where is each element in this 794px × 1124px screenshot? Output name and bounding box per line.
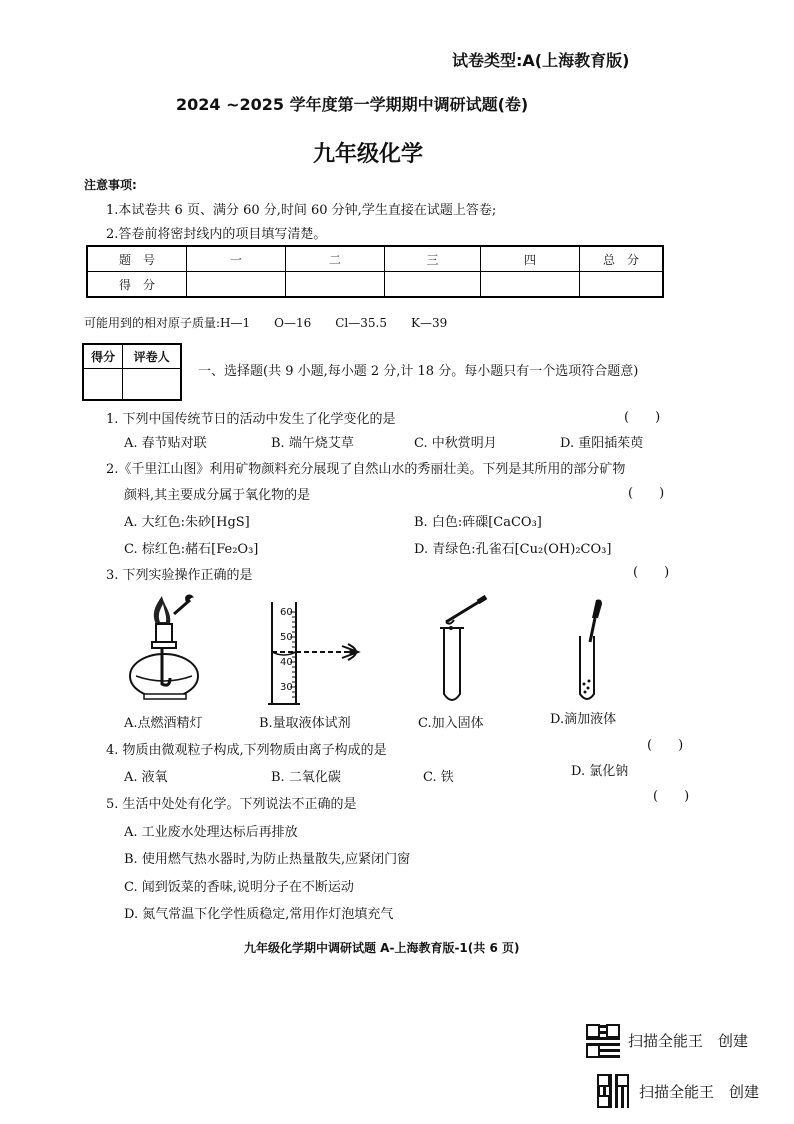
q3-answer-paren[interactable]: ( ) — [633, 565, 670, 580]
q2-option-c: C. 棕红色:赭石[Fe₂O₃] — [124, 542, 259, 557]
q4-option-d: D. 氯化钠 — [571, 764, 629, 779]
q1-option-d: D. 重阳插茱萸 — [560, 436, 644, 451]
q5-option-c: C. 闻到饭菜的香味,说明分子在不断运动 — [124, 880, 354, 895]
q5-option-a: A. 工业废水处理达标后再排放 — [124, 825, 298, 840]
q4-answer-paren[interactable]: ( ) — [647, 738, 684, 753]
q3-option-a: A.点燃酒精灯 — [124, 716, 203, 731]
q4-option-c: C. 铁 — [423, 770, 454, 785]
test-tube-solid-figure — [424, 594, 496, 710]
subject-title: 九年级化学 — [313, 142, 424, 167]
cylinder-tick-30: 30 — [280, 682, 293, 693]
q2-stem-line-1: 2.《千里江山图》利用矿物颜料充分展现了自然山水的秀丽壮美。下列是其所用的部分矿物 — [106, 462, 626, 477]
notice-item-2: 2.答卷前将密封线内的项目填写清楚。 — [106, 227, 327, 242]
section-1-title: 一、选择题(共 9 小题,每小题 2 分,计 18 分。每小题只有一个选项符合题意) — [198, 364, 639, 379]
q1-option-a: A. 春节贴对联 — [124, 436, 207, 451]
score-table-header-cell: 总 分 — [580, 246, 664, 272]
q3-option-d: D.滴加液体 — [550, 712, 617, 727]
q5-stem: 5. 生活中处处有化学。下列说法不正确的是 — [106, 797, 357, 812]
grader-name-label: 评卷人 — [123, 344, 181, 369]
page-footer: 九年级化学期中调研试题 A-上海教育版-1(共 6 页) — [244, 941, 520, 955]
q3-option-c: C.加入固体 — [418, 716, 484, 731]
q3-stem: 3. 下列实验操作正确的是 — [106, 568, 253, 583]
score-table — [86, 245, 664, 298]
score-table-header-cell: 四 — [481, 246, 580, 272]
q1-option-c: C. 中秋赏明月 — [414, 436, 497, 451]
q2-option-b: B. 白色:砗磲[CaCO₃] — [414, 515, 542, 530]
cylinder-tick-50: 50 — [280, 632, 293, 643]
atomic-mass-line: 可能用到的相对原子质量:H—1 O—16 Cl—35.5 K—39 — [84, 316, 448, 330]
score-table-header-cell: 二 — [286, 246, 385, 272]
score-cell[interactable] — [385, 272, 481, 298]
score-row-label: 得 分 — [87, 272, 187, 298]
grader-box — [82, 343, 182, 401]
qr-code-icon — [586, 1024, 620, 1058]
score-cell[interactable] — [187, 272, 286, 298]
scanner-watermark-1: 扫描全能王 创建 — [628, 1032, 749, 1050]
paper-type: 试卷类型:A(上海教育版) — [452, 51, 630, 70]
q4-option-b: B. 二氧化碳 — [271, 770, 341, 785]
score-table-header-cell: 三 — [385, 246, 481, 272]
qr-code-icon — [597, 1074, 629, 1108]
q2-stem-line-2: 颜料,其主要成分属于氧化物的是 — [124, 488, 311, 503]
dropper-figure — [568, 596, 618, 708]
exam-title: 2024 ~2025 学年度第一学期期中调研试题(卷) — [176, 95, 529, 114]
q4-stem: 4. 物质由微观粒子构成,下列物质由离子构成的是 — [106, 743, 387, 758]
notice-item-1: 1.本试卷共 6 页、满分 60 分,时间 60 分钟,学生直接在试题上答卷; — [106, 203, 497, 218]
score-table-header-cell: 题 号 — [87, 246, 187, 272]
q3-option-b: B.量取液体试剂 — [259, 716, 351, 731]
q5-answer-paren[interactable]: ( ) — [653, 789, 690, 804]
cylinder-tick-60: 60 — [280, 607, 293, 618]
q5-option-d: D. 氮气常温下化学性质稳定,常用作灯泡填充气 — [124, 907, 394, 922]
notice-heading: 注意事项: — [84, 178, 137, 192]
grader-score-cell[interactable] — [83, 369, 123, 401]
q5-option-b: B. 使用燃气热水器时,为防止热量散失,应紧闭门窗 — [124, 852, 411, 867]
q2-option-d: D. 青绿色:孔雀石[Cu₂(OH)₂CO₃] — [414, 542, 612, 557]
alcohol-lamp-figure — [126, 594, 214, 706]
q1-option-b: B. 端午烧艾草 — [271, 436, 354, 451]
q2-option-a: A. 大红色:朱砂[HgS] — [124, 515, 250, 530]
score-cell[interactable] — [481, 272, 580, 298]
q1-answer-paren[interactable]: ( ) — [624, 410, 661, 425]
scanner-watermark-2: 扫描全能王 创建 — [639, 1083, 760, 1101]
grader-score-label: 得分 — [83, 344, 123, 369]
grader-name-cell[interactable] — [123, 369, 181, 401]
score-cell[interactable] — [286, 272, 385, 298]
q4-option-a: A. 液氧 — [124, 770, 168, 785]
score-table-header-cell: 一 — [187, 246, 286, 272]
q2-answer-paren[interactable]: ( ) — [628, 486, 665, 501]
cylinder-tick-40: 40 — [280, 657, 293, 668]
q1-stem: 1. 下列中国传统节日的活动中发生了化学变化的是 — [106, 412, 396, 427]
score-cell[interactable] — [580, 272, 664, 298]
